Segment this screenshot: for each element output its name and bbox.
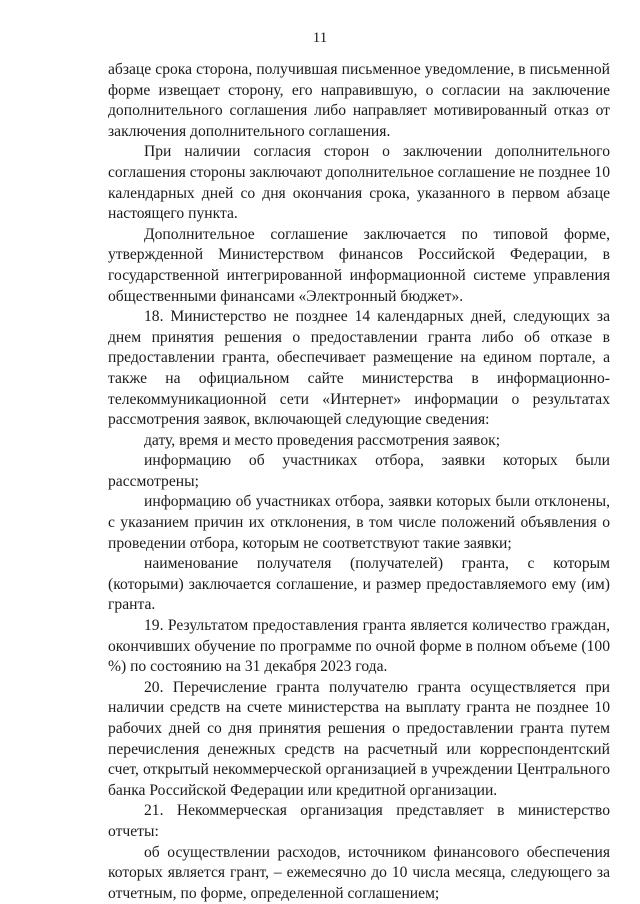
paragraph-item-18: 18. Министерство не позднее 14 календарных дней, следующих за днем принятия решения о предоставлении гранта либо об отказе в предоставлении гранта, обеспечивает размещение на едином портале, а также на официальном сайте министерства в информационно-телекоммуникационной сети «Интернет» информации о результатах рассмотрения заявок, включающей следующие сведения: [108, 308, 610, 429]
paragraph-item-20: 20. Перечисление гранта получателю гранта осуществляется при наличии средств на счете министерства на выплату гранта не позднее 10 рабочих дней со дня принятия решения о предоставлении гранта путем перечисления денежных средств на расчетный или корреспондентский счет, открытый некоммерческой организацией в учреждении Центрального банка Российской Федерации или кредитной организации. [108, 678, 610, 799]
paragraph-item-18-reviewed: информацию об участниках отбора, заявки которых были рассмотрены; [108, 452, 610, 490]
paragraph-item-18-rejected: информацию об участниках отбора, заявки которых были отклонены, с указанием причин их отклонения, в том числе положений объявления о проведении отбора, которым не соответствуют такие заявки; [108, 493, 610, 552]
paragraph-item-18-recipient: наименование получателя (получателей) гранта, с которым (которыми) заключается соглашение, и размер предоставляемого ему (им) гранта. [108, 555, 610, 614]
paragraph-item-21-expenses: об осуществлении расходов, источником финансового обеспечения которых является грант, – ежемесячно до 10 числа месяца, следующего за отчетным, по форме, определенной соглашением; [108, 843, 610, 902]
paragraph-agreement-deadline: При наличии согласия сторон о заключении дополнительного соглашения стороны заключают дополнительное соглашение не позднее 10 календарных дней со дня окончания срока, указанного в первом абзаце настоящего пункта. [108, 143, 610, 223]
paragraph-continuation: абзаце срока сторона, получившая письменное уведомление, в письменной форме извещает сторону, его направившую, о согласии на заключение дополнительного соглашения либо направляет мотивированный отказ от заключения дополнительного соглашения. [108, 61, 610, 140]
paragraph-item-18-date: дату, время и место проведения рассмотрения заявок; [144, 431, 501, 449]
paragraph-item-19: 19. Результатом предоставления гранта является количество граждан, окончивших обучение по программе по очной форме в полном объеме (100 %) по состоянию на 31 декабря 2023 года. [108, 617, 610, 676]
paragraph-agreement-form: Дополнительное соглашение заключается по типовой форме, утвержденной Министерством финансов Российской Федерации, в государственной интегрированной информационной системе управления общественными финансами «Электронный бюджет». [108, 225, 610, 305]
document-body [108, 60, 610, 904]
paragraph-item-21: 21. Некоммерческая организация представляет в министерство отчеты: [108, 802, 610, 840]
page-number: 11 [312, 30, 328, 46]
